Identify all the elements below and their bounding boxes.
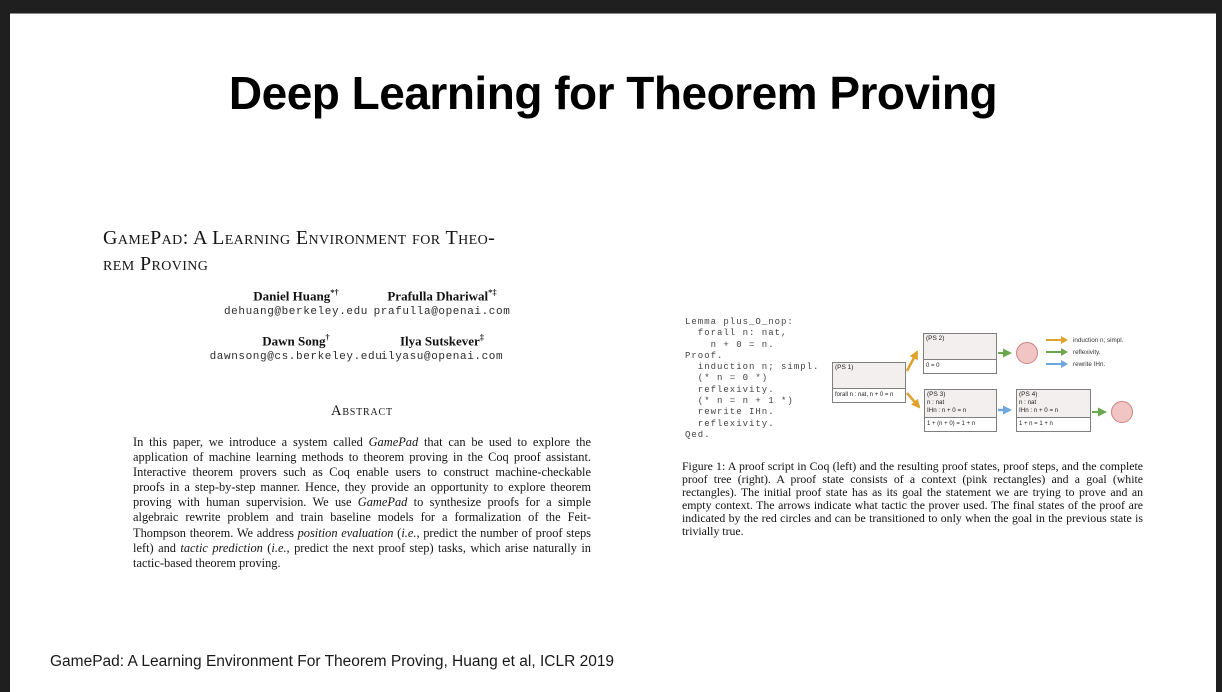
author-name: Prafulla Dhariwal*‡ xyxy=(387,287,497,304)
affiliation-marker: ‡ xyxy=(479,332,485,342)
proof-state-goal: 1 + (n + 0) = 1 + n xyxy=(925,417,996,431)
author-daniel-huang xyxy=(224,287,368,318)
proof-state-label: (PS 1) xyxy=(835,364,854,371)
author-dawn-song xyxy=(210,332,383,363)
context-hypothesis: IHn : n + 0 = n xyxy=(1019,406,1059,414)
paper-title xyxy=(103,225,643,277)
proof-state-context xyxy=(925,399,996,414)
context-hypothesis: n : nat xyxy=(927,399,945,406)
arrow-induction-to-ps2 xyxy=(907,352,917,371)
coq-code-line: reflexivity. xyxy=(685,384,775,395)
coq-code-line: reflexivity. xyxy=(685,418,775,429)
legend-label: reflexivity. xyxy=(1073,348,1101,356)
green-arrow-icon xyxy=(1046,348,1069,356)
proof-tree-diagram xyxy=(830,326,1142,438)
legend-row-reflexivity xyxy=(1046,346,1123,358)
author-prafulla-dhariwal xyxy=(374,287,511,318)
context-hypothesis: n : nat xyxy=(1019,399,1037,406)
affiliation-marker: † xyxy=(325,332,330,342)
author-name: Dawn Song† xyxy=(262,332,330,349)
coq-code-line: Proof. xyxy=(685,350,724,361)
coq-code-line: Qed. xyxy=(685,429,711,440)
legend-row-rewrite xyxy=(1046,358,1123,370)
proof-state-goal: 1 + n = 1 + n xyxy=(1017,417,1090,431)
author-email: prafulla@openai.com xyxy=(373,306,511,319)
tactic-legend xyxy=(1046,334,1123,370)
author-ilya-sutskever xyxy=(381,332,503,363)
abstract-heading: Abstract xyxy=(331,403,393,419)
context-hypothesis: IHn : n + 0 = n xyxy=(927,406,967,414)
abstract-text: In this paper, we introduce a system called GamePad that can be used to explore the application of machine learning methods to theorem proving in the Coq proof assistant. Interactive theorem provers such as Coq enable users to construct machine-checkable proofs in a step-by-step manner. Hence, they provide an opportunity to explore theorem proving with human supervision. We use GamePad to synthesize proofs for a simple algebraic rewrite problem and train baseline models for a formalization of the Feit-Thompson theorem. We address position evaluation (i.e., predict the number of proof steps left) and tactic prediction (i.e., predict the next proof step) tasks, which arise naturally in tactic-based theorem proving. xyxy=(133,435,591,570)
legend-row-induction xyxy=(1046,334,1123,346)
coq-code-line: (* n = 0 *) xyxy=(685,373,769,384)
slide-title: Deep Learning for Theorem Proving xyxy=(228,67,998,119)
coq-code-line: Lemma plus_O_nop: xyxy=(685,317,794,327)
slide xyxy=(10,13,1216,692)
proof-state-box-ps2 xyxy=(923,333,997,374)
author-email: dehuang@berkeley.edu xyxy=(223,306,369,319)
coq-code-line: rewrite IHn. xyxy=(685,407,775,418)
affiliation-marker: *‡ xyxy=(488,287,497,297)
paper-title-line1: GamePad: A Learning Environment for Theo- xyxy=(103,227,496,249)
author-name: Ilya Sutskever‡ xyxy=(399,332,485,349)
proof-state-box-ps3 xyxy=(924,389,997,432)
coq-code-line: n + 0 = n. xyxy=(685,339,775,350)
author-name: Daniel Huang*† xyxy=(253,287,339,304)
coq-code-line: induction n; simpl. xyxy=(685,362,820,373)
proof-state-goal: 0 = 0 xyxy=(924,359,996,373)
coq-code-line: forall n: nat, xyxy=(685,328,788,339)
figure-caption: Figure 1: A proof script in Coq (left) and the resulting proof states, proof steps, and the complete proof tree (right). A proof state consists of a context (pink rectangles) and a goal (white rectangles). The initial proof state has as its goal the statement we are trying to prove and an empty context. The arrows indicate what tactic the prover used. The final states of the proof are indicated by the red circles and can be transitioned to only when the goal in the previous state is trivially true. xyxy=(682,459,1143,538)
orange-arrow-icon xyxy=(1046,336,1069,344)
proof-state-label: (PS 3) xyxy=(927,391,946,398)
proof-state-goal: forall n : nat, n + 0 = n xyxy=(833,388,905,402)
proof-state-box-ps4 xyxy=(1016,389,1091,432)
proof-state-box-ps1 xyxy=(832,362,906,403)
legend-label: induction n; simpl. xyxy=(1073,336,1124,344)
paper-title-line2: rem Proving xyxy=(103,253,209,275)
author-email: dawnsong@cs.berkeley.edu xyxy=(209,351,383,364)
arrow-induction-to-ps3 xyxy=(907,393,919,407)
coq-code-line: (* n = n + 1 *) xyxy=(685,396,794,407)
blue-arrow-icon xyxy=(1046,360,1069,368)
legend-label: rewrite IHn. xyxy=(1073,360,1106,368)
final-state-circle-bottom xyxy=(1111,401,1133,423)
proof-state-label: (PS 4) xyxy=(1019,391,1038,398)
affiliation-marker: *† xyxy=(330,287,339,297)
proof-state-label: (PS 2) xyxy=(926,335,945,342)
slide-citation: GamePad: A Learning Environment For Theorem Proving, Huang et al, ICLR 2019 xyxy=(50,653,615,670)
author-email: ilyasu@openai.com xyxy=(380,351,504,364)
proof-state-context xyxy=(1017,399,1090,414)
final-state-circle-top xyxy=(1016,342,1038,364)
coq-code-block xyxy=(685,317,819,441)
